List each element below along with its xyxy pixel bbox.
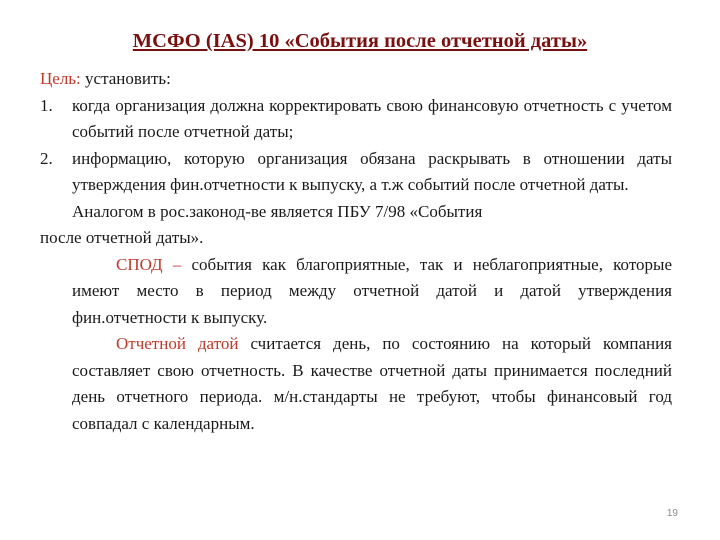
analog-line-1: Аналогом в рос.законод-ве является ПБУ 7/98 «События [72,201,483,221]
goal-label: Цель: [40,69,81,88]
report-date-text: считается день, по состоянию на который компания составляет свою отчетность. В качестве отчетной даты принимается последний день отчетного периода. м/н.стандарты не требуют, чтобы финансовый год совпадал с календарным. [72,334,673,433]
goal-line [40,66,672,93]
report-date-paragraph [40,331,672,437]
list-item [40,93,672,146]
page-number: 19 [666,508,678,519]
slide-title: МСФО (IAS) 10 «События после отчетной даты» [132,30,588,52]
list-item-text: информацию, которую организация обязана раскрывать в отношении даты утверждения фин.отчетности к выпуску, а т.ж событий после отчетной даты. [72,148,672,194]
slide-body [40,66,672,437]
spod-text: события как благоприятные, так и неблагоприятные, которые имеют место в период между отчетной датой и датой утверждения фин.отчетности к выпуску. [72,254,672,327]
list-item-number: 2. [40,148,53,168]
report-date-term: Отчетной датой [116,334,239,353]
list-item-text: когда организация должна корректировать свою финансовую отчетность с учетом событий после отчетной даты; [72,95,672,141]
list-item [40,146,672,199]
analog-line-2: после отчетной даты». [40,228,204,247]
list-item-number: 1. [40,95,53,115]
spod-paragraph [40,252,672,332]
goal-text: установить: [80,69,171,88]
spod-term: СПОД – [116,254,192,274]
